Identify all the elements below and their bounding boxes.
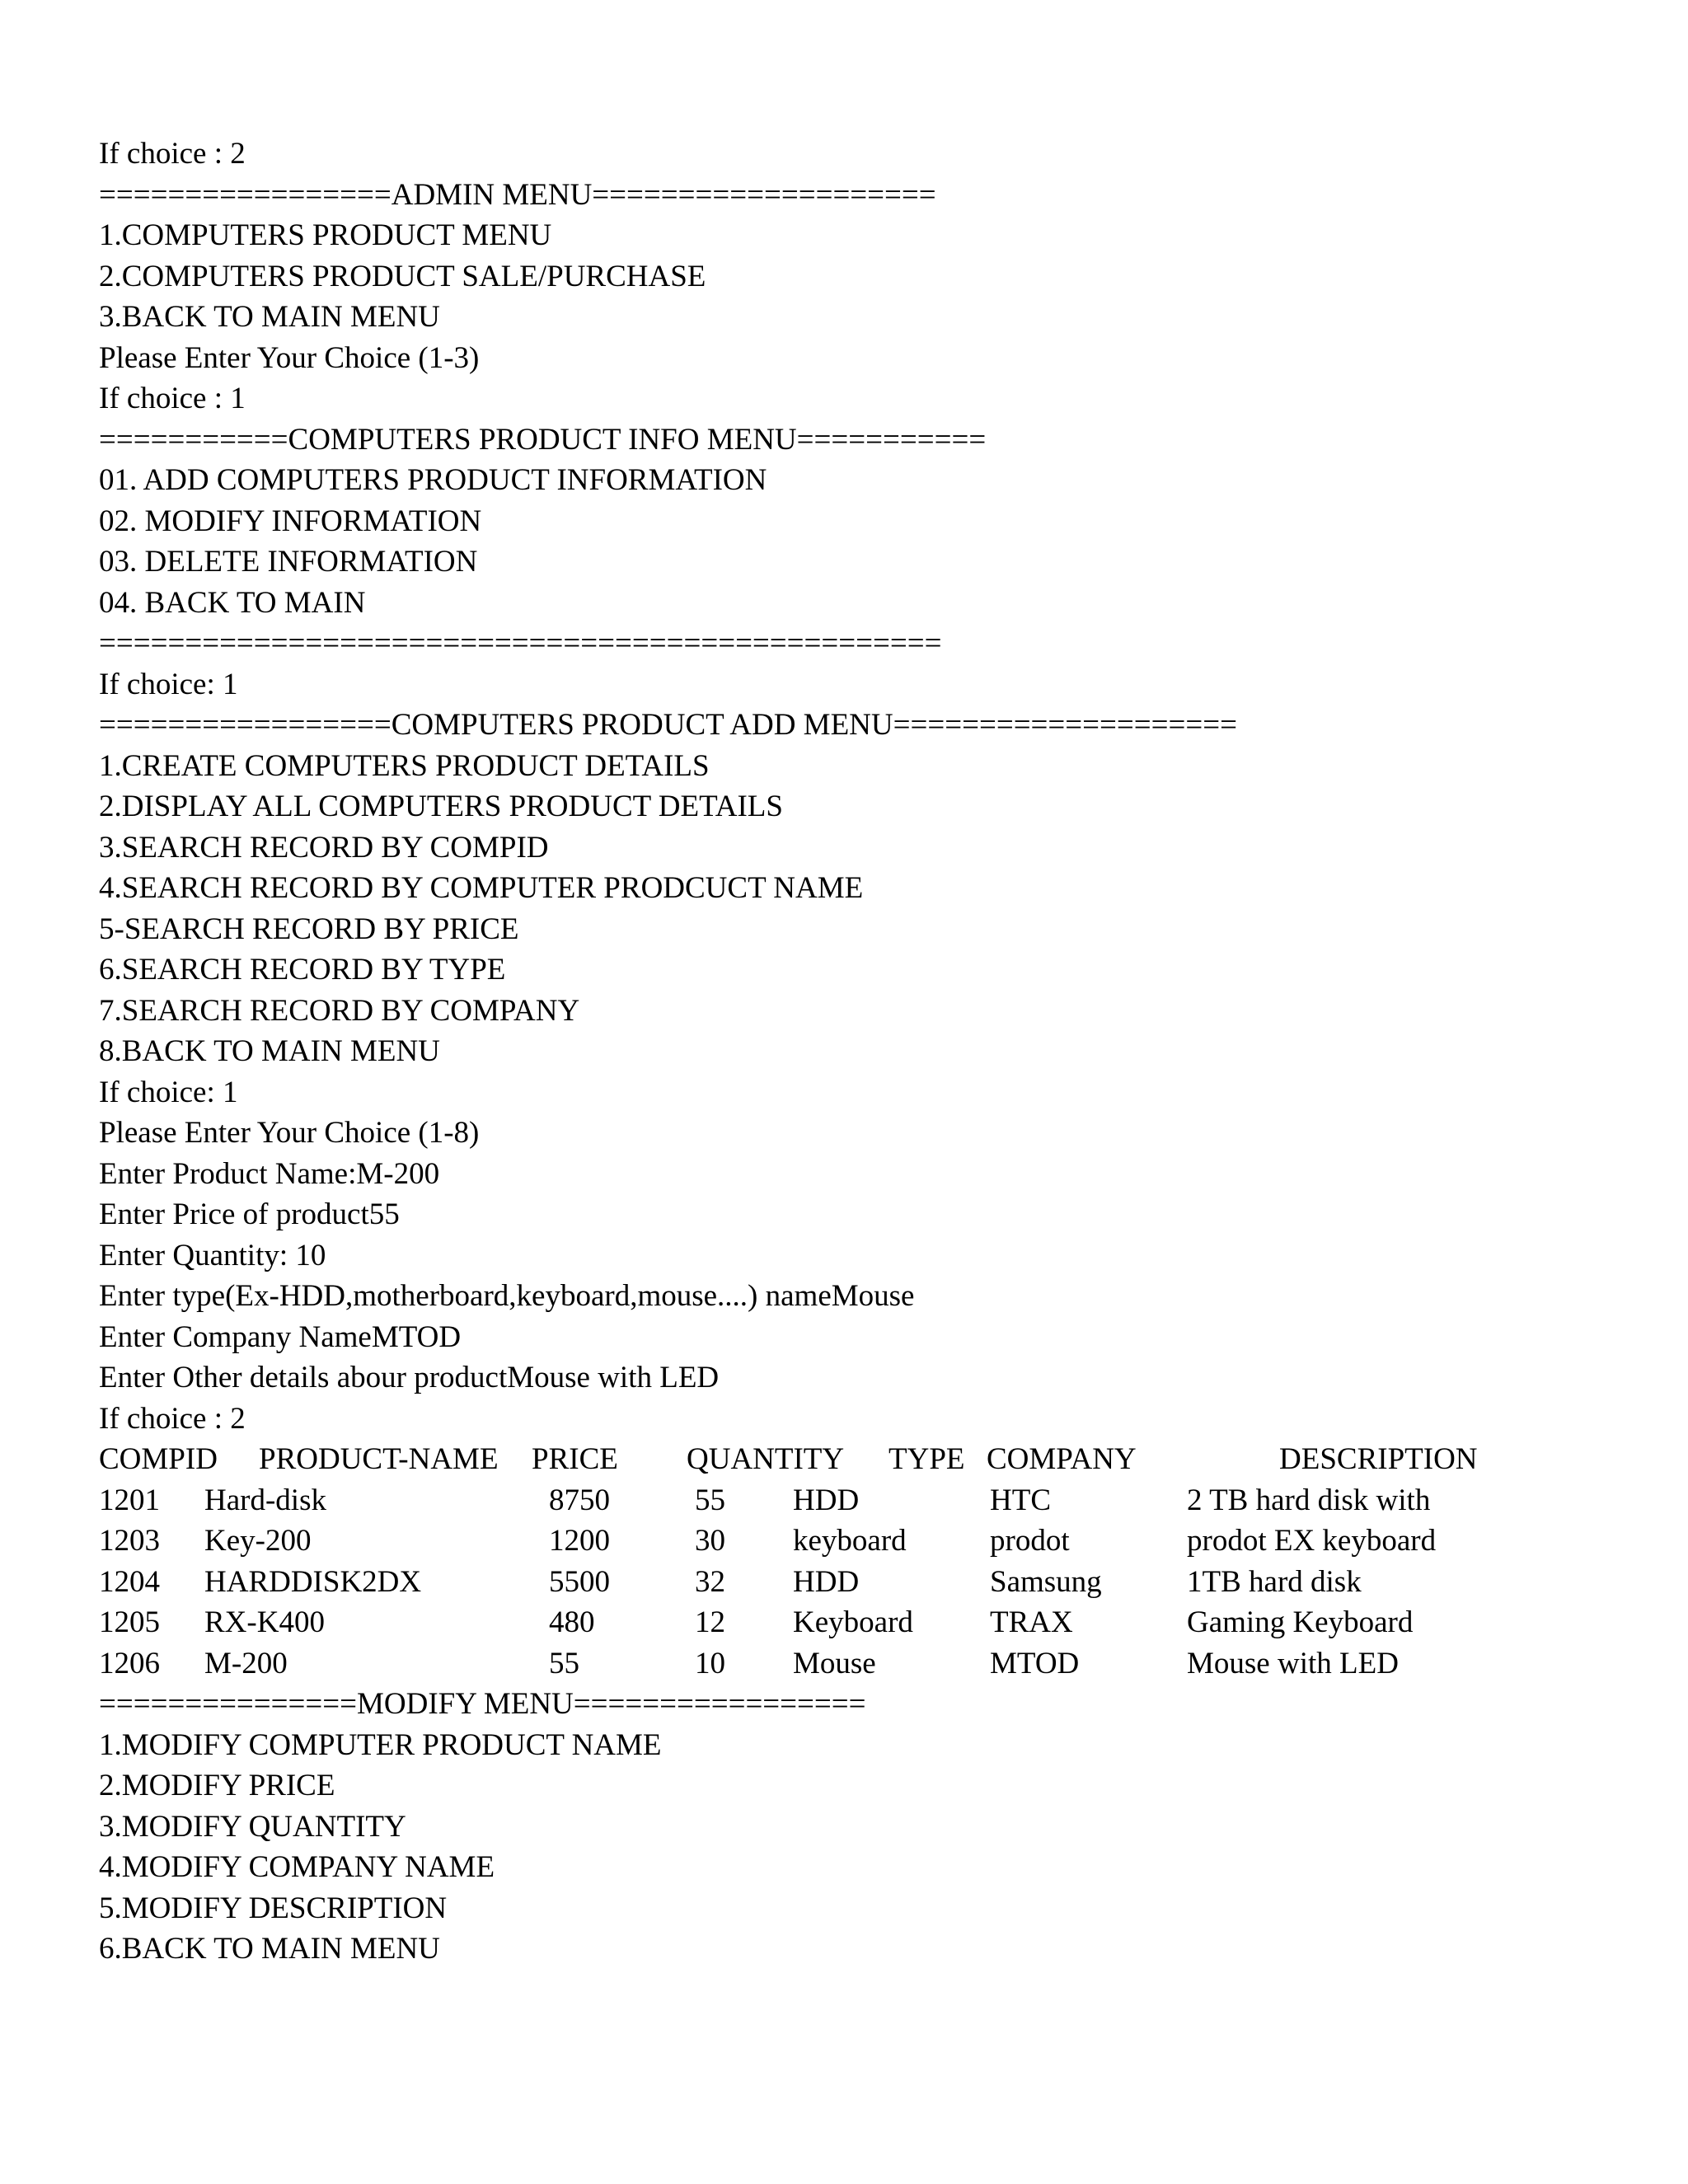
- separator-line: =================================================: [99, 626, 942, 660]
- cell-quantity: 55: [695, 1483, 725, 1517]
- modify-menu-header: ===============MODIFY MENU=================: [99, 1687, 866, 1721]
- column-header-product-name: PRODUCT-NAME: [259, 1442, 499, 1476]
- cell-description: 1TB hard disk: [1187, 1564, 1362, 1599]
- cell-compid: 1205: [99, 1605, 160, 1639]
- cell-type: keyboard: [793, 1524, 907, 1558]
- menu-item: 4.MODIFY COMPANY NAME: [99, 1850, 495, 1884]
- input-line: Enter type(Ex-HDD,motherboard,keyboard,mouse....) nameMouse: [99, 1279, 915, 1313]
- menu-item: 03. DELETE INFORMATION: [99, 545, 478, 579]
- menu-item: 5-SEARCH RECORD BY PRICE: [99, 912, 519, 946]
- menu-item: 6.BACK TO MAIN MENU: [99, 1932, 440, 1966]
- column-header-price: PRICE: [532, 1442, 618, 1476]
- cell-type: Keyboard: [793, 1605, 913, 1639]
- menu-item: 4.SEARCH RECORD BY COMPUTER PRODCUCT NAME: [99, 871, 864, 905]
- cell-company: HTC: [990, 1483, 1051, 1517]
- cell-description: 2 TB hard disk with: [1187, 1483, 1431, 1517]
- info-menu-header: ===========COMPUTERS PRODUCT INFO MENU===========: [99, 422, 987, 457]
- cell-product-name: Hard-disk: [204, 1483, 326, 1517]
- table-row: [99, 1480, 1648, 1521]
- column-header-description: DESCRIPTION: [1279, 1442, 1478, 1476]
- column-header-compid: COMPID: [99, 1442, 218, 1476]
- prompt-line: Please Enter Your Choice (1-8): [99, 1116, 480, 1150]
- cell-price: 8750: [549, 1483, 610, 1517]
- column-header-type: TYPE: [889, 1442, 965, 1476]
- cell-price: 1200: [549, 1524, 610, 1558]
- admin-menu-header: =================ADMIN MENU====================: [99, 177, 936, 212]
- menu-item: 02. MODIFY INFORMATION: [99, 504, 482, 538]
- cell-compid: 1204: [99, 1564, 160, 1599]
- bottom-text-block: [99, 1684, 1648, 1970]
- input-line: Enter Price of product55: [99, 1197, 400, 1231]
- cell-type: HDD: [793, 1564, 860, 1599]
- choice-line: If choice : 2: [99, 1401, 246, 1436]
- column-header-company: COMPANY: [987, 1442, 1137, 1476]
- menu-item: 7.SEARCH RECORD BY COMPANY: [99, 993, 580, 1028]
- input-line: Enter Other details abour productMouse with LED: [99, 1361, 720, 1394]
- cell-company: MTOD: [990, 1646, 1080, 1680]
- menu-item: 8.BACK TO MAIN MENU: [99, 1034, 440, 1068]
- menu-item: 3.SEARCH RECORD BY COMPID: [99, 830, 549, 865]
- cell-company: prodot: [990, 1524, 1070, 1558]
- cell-quantity: 12: [695, 1605, 725, 1639]
- table-row: [99, 1521, 1648, 1562]
- cell-product-name: RX-K400: [204, 1605, 325, 1639]
- cell-description: prodot EX keyboard: [1187, 1524, 1437, 1558]
- cell-price: 55: [549, 1646, 579, 1680]
- cell-quantity: 10: [695, 1646, 725, 1680]
- cell-type: HDD: [793, 1483, 860, 1517]
- cell-price: 5500: [549, 1564, 610, 1599]
- menu-item: 6.SEARCH RECORD BY TYPE: [99, 953, 506, 987]
- menu-item: 3.MODIFY QUANTITY: [99, 1809, 406, 1844]
- cell-price: 480: [549, 1605, 595, 1639]
- cell-product-name: HARDDISK2DX: [204, 1564, 422, 1599]
- cell-product-name: M-200: [204, 1646, 288, 1680]
- cell-description: Gaming Keyboard: [1187, 1605, 1414, 1639]
- cell-compid: 1203: [99, 1524, 160, 1558]
- choice-line: If choice: 1: [99, 1075, 238, 1109]
- cell-company: Samsung: [990, 1564, 1102, 1599]
- cell-company: TRAX: [990, 1605, 1073, 1639]
- menu-item: 2.COMPUTERS PRODUCT SALE/PURCHASE: [99, 259, 706, 293]
- table-row: [99, 1562, 1648, 1603]
- menu-item: 3.BACK TO MAIN MENU: [99, 300, 440, 334]
- table-row: [99, 1602, 1648, 1643]
- cell-quantity: 32: [695, 1564, 725, 1599]
- cell-description: Mouse with LED: [1187, 1646, 1399, 1680]
- choice-line: If choice : 1: [99, 382, 246, 415]
- choice-line: If choice : 2: [99, 137, 246, 171]
- menu-item: 04. BACK TO MAIN: [99, 585, 366, 620]
- cell-product-name: Key-200: [204, 1524, 312, 1558]
- menu-item: 1.COMPUTERS PRODUCT MENU: [99, 218, 552, 252]
- menu-item: 01. ADD COMPUTERS PRODUCT INFORMATION: [99, 463, 767, 497]
- document-page: [99, 134, 1648, 1970]
- prompt-line: Please Enter Your Choice (1-3): [99, 340, 480, 375]
- table-header-row: [99, 1439, 1648, 1480]
- cell-compid: 1201: [99, 1483, 160, 1517]
- top-text-block: [99, 134, 1648, 1439]
- product-table: [99, 1439, 1648, 1684]
- column-header-quantity: QUANTITY: [687, 1442, 845, 1476]
- menu-item: 1.MODIFY COMPUTER PRODUCT NAME: [99, 1727, 662, 1762]
- input-line: Enter Product Name:M-200: [99, 1156, 440, 1191]
- menu-item: 5.MODIFY DESCRIPTION: [99, 1891, 448, 1925]
- choice-line: If choice: 1: [99, 667, 238, 701]
- cell-type: Mouse: [793, 1646, 876, 1680]
- cell-compid: 1206: [99, 1646, 160, 1680]
- menu-item: 1.CREATE COMPUTERS PRODUCT DETAILS: [99, 748, 710, 783]
- cell-quantity: 30: [695, 1524, 725, 1558]
- table-row: [99, 1643, 1648, 1685]
- menu-item: 2.DISPLAY ALL COMPUTERS PRODUCT DETAILS: [99, 790, 783, 823]
- input-line: Enter Company NameMTOD: [99, 1319, 462, 1354]
- add-menu-header: =================COMPUTERS PRODUCT ADD MENU====================: [99, 708, 1237, 742]
- menu-item: 2.MODIFY PRICE: [99, 1769, 335, 1802]
- input-line: Enter Quantity: 10: [99, 1238, 326, 1272]
